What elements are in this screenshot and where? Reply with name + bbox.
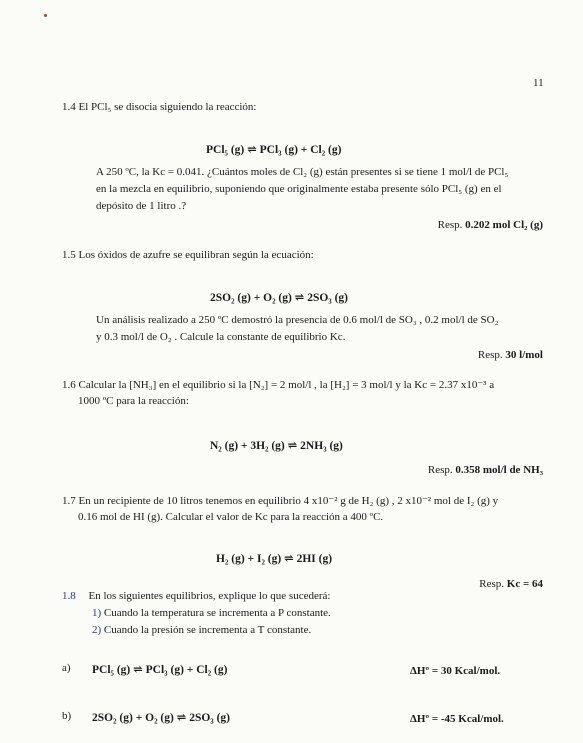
problem-number: 1.8	[62, 590, 76, 602]
answer-label: Resp.	[427, 464, 453, 476]
problem-text: Calcular la [NH₃] en el equilibrio si la [N₂] = 2 mol/l , la [H₂] = 3 mol/l y la Kc = 2.37 x10⁻³ a	[78, 379, 495, 391]
problem-text: En un recipiente de 10 litros tenemos en equilibrio 4 x10⁻² g de H₂ (g) , 2 x10⁻² mol de I₂ (g) y	[78, 495, 499, 507]
problem-number: 1.4	[62, 101, 76, 113]
problem-1-8-intro	[62, 590, 330, 602]
problem-1-6-intro	[62, 378, 494, 391]
equation-1-6: N₂ (g) + 3H₂ (g) ⇌ 2NH₃ (g)	[210, 440, 343, 452]
answer-value: 0.202 mol Cl₂ (g)	[465, 219, 543, 231]
stray-mark	[44, 14, 47, 17]
problem-text: en la mezcla en equilibrio, suponiendo que originalmente estaba presente sólo PCl₅ (g) en el	[96, 183, 502, 195]
list-text: Cuando la presión se incrementa a T constante.	[103, 624, 312, 636]
problem-number: 1.6	[62, 379, 76, 391]
equation-1-4: PCl₅ (g) ⇌ PCl₃ (g) + Cl₂ (g)	[206, 144, 342, 156]
answer-1-4	[438, 219, 543, 231]
problem-text: Un análisis realizado a 250 ºC demostró la presencia de 0.6 mol/l de SO₃ , 0.2 mol/l de SO₂	[96, 314, 499, 326]
list-number: 2)	[92, 624, 102, 636]
equation-a: PCl₅ (g) ⇌ PCl₃ (g) + Cl₂ (g)	[92, 664, 228, 676]
answer-value: Kc = 64	[506, 578, 543, 590]
page-number: 11	[533, 77, 544, 89]
problem-text: En los siguientes equilibrios, explique lo que sucederá:	[88, 590, 331, 602]
answer-label: Resp.	[479, 578, 505, 590]
list-text: Cuando la temperatura se incrementa a P constante.	[103, 607, 331, 619]
list-item	[92, 624, 311, 636]
answer-1-6	[428, 464, 543, 476]
problem-1-5-intro	[62, 249, 314, 261]
problem-text: y 0.3 mol/l de O₂ . Calcule la constante de equilibrio Kc.	[96, 331, 346, 343]
enthalpy-a: ΔHº = 30 Kcal/mol.	[410, 665, 501, 677]
problem-number: 1.7	[62, 495, 76, 507]
problem-1-4-intro	[62, 101, 256, 113]
equation-1-5: 2SO₂ (g) + O₂ (g) ⇌ 2SO₃ (g)	[210, 292, 349, 304]
item-label-a: a)	[62, 662, 71, 674]
enthalpy-b: ΔHº = -45 Kcal/mol.	[410, 713, 504, 725]
answer-1-5	[478, 349, 543, 361]
problem-text: A 250 ºC, la Kc = 0.041. ¿Cuántos moles de Cl₂ (g) están presentes si se tiene 1 mol/l de PCl₅	[96, 166, 509, 178]
answer-value: 0.358 mol/l de NH₃	[455, 464, 543, 476]
list-number: 1)	[92, 607, 102, 619]
problem-text: 1000 ºC para la reacción:	[78, 395, 189, 407]
problem-text: Los óxidos de azufre se equilibran según la ecuación:	[78, 249, 314, 261]
list-item	[92, 607, 331, 619]
answer-label: Resp.	[437, 219, 463, 231]
problem-text: depósito de 1 litro .?	[96, 200, 187, 212]
item-label-b: b)	[62, 710, 72, 722]
problem-1-7-intro	[62, 494, 498, 507]
problem-text: El PCl₅ se disocia siguiendo la reacción:	[78, 101, 257, 113]
answer-1-7	[479, 578, 543, 590]
answer-label: Resp.	[477, 349, 503, 361]
answer-value: 30 l/mol	[505, 349, 543, 361]
problem-text: 0.16 mol de HI (g). Calcular el valor de Kc para la reacción a 400 ºC.	[78, 511, 384, 523]
equation-1-7: H₂ (g) + I₂ (g) ⇌ 2HI (g)	[216, 553, 333, 565]
equation-b: 2SO₂ (g) + O₂ (g) ⇌ 2SO₃ (g)	[92, 712, 231, 724]
problem-number: 1.5	[62, 249, 76, 261]
